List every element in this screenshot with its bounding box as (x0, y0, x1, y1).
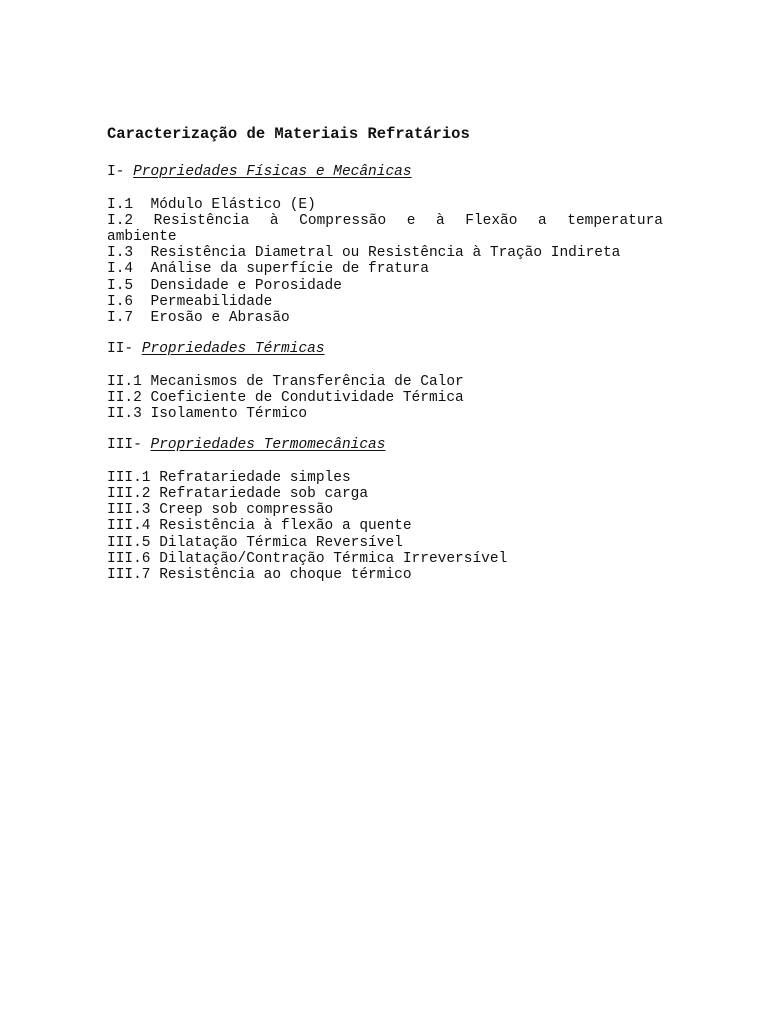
list-item: III.6 Dilatação/Contração Térmica Irreversível (107, 550, 508, 567)
word: Compressão (299, 212, 387, 229)
word: I.2 (107, 212, 134, 229)
section-title: Propriedades Físicas e Mecânicas (133, 164, 412, 180)
list-item: II.3 Isolamento Térmico (107, 406, 308, 423)
list-item: III.5 Dilatação Térmica Reversível (107, 534, 403, 551)
document-page (107, 124, 663, 583)
list-item: I.4 Análise da superfície de fratura (107, 261, 429, 278)
list-item: III.3 Creep sob compressão (107, 502, 334, 519)
section-title: Propriedades Térmicas (141, 341, 325, 358)
word: a (538, 212, 547, 229)
word: e (406, 212, 416, 229)
word: Resistência (153, 212, 250, 229)
list-item: I.7 Erosão e Abrasão (107, 309, 290, 326)
list-item: III.4 Resistência à flexão a quente (107, 518, 412, 535)
list-item: I.6 Permeabilidade (107, 293, 273, 310)
word: à (435, 212, 445, 229)
list-item-justified (107, 213, 663, 245)
section-heading-1 (107, 164, 663, 181)
list-item: II.1 Mecanismos de Transferência de Calor (107, 373, 464, 390)
section-heading-2 (107, 341, 663, 358)
list-item: III.7 Resistência ao choque térmico (107, 566, 412, 583)
justified-line (107, 213, 663, 229)
word: à (269, 212, 279, 229)
document-title: Caracterização de Materiais Refratários (107, 125, 470, 143)
word: temperatura (567, 212, 663, 229)
list-item: III.2 Refratariedade sob carga (107, 485, 369, 502)
list-item: I.5 Densidade e Porosidade (107, 277, 342, 294)
section-title: Propriedades Termomecânicas (150, 437, 386, 454)
list-item: III.1 Refratariedade simples (107, 469, 351, 486)
continuation-line: ambiente (107, 228, 177, 245)
word: Flexão (465, 212, 518, 229)
section-prefix: II- (107, 341, 142, 358)
section-prefix: III- (107, 437, 151, 454)
list-item: I.3 Resistência Diametral ou Resistência à Tração Indireta (107, 245, 621, 262)
list-item: II.2 Coeficiente de Condutividade Térmica (107, 389, 464, 406)
list-item: I.1 Módulo Elástico (E) (107, 196, 316, 213)
section-heading-3 (107, 437, 663, 454)
section-prefix: I- (107, 164, 134, 180)
